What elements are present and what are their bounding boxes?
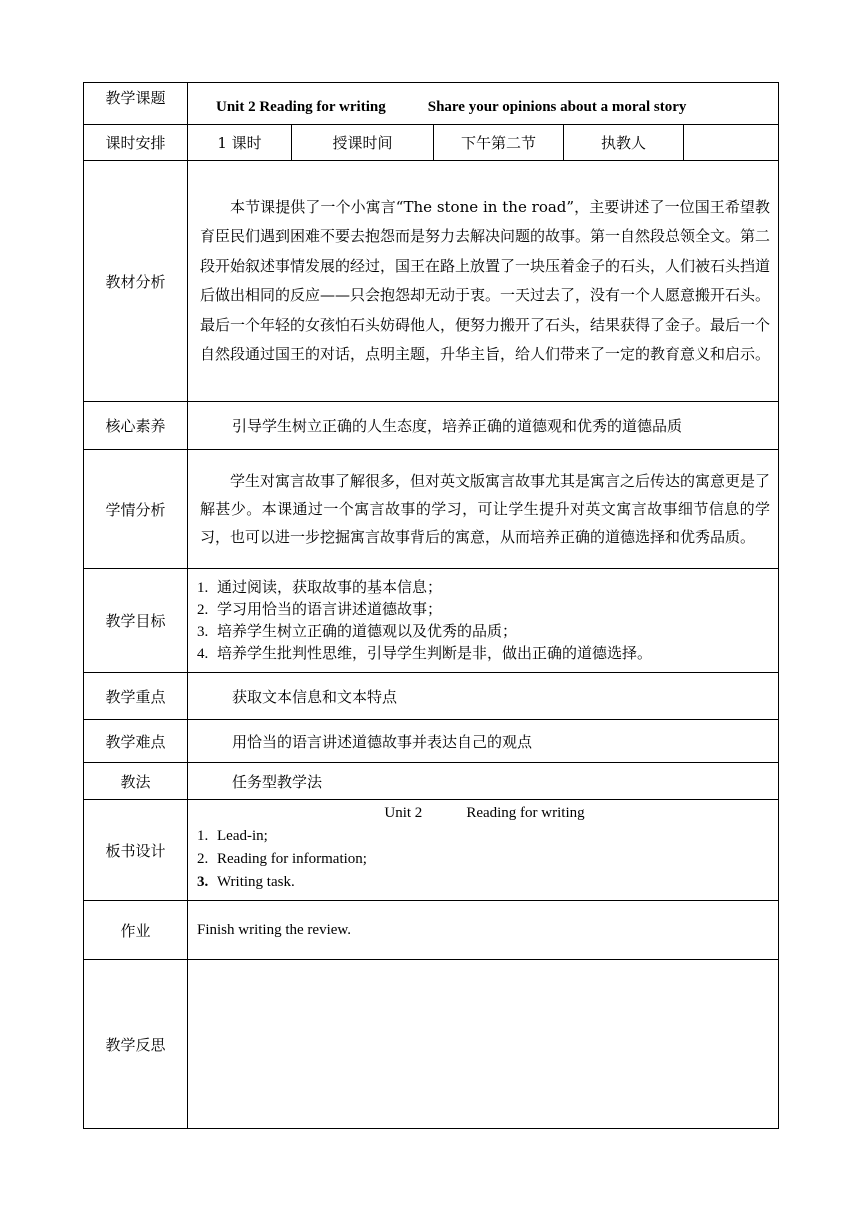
- student-text: 学生对寓言故事了解很多，但对英文版寓言故事尤其是寓言之后传达的寓意更是了解甚少。本课通过一个寓言故事的学习，可让学生提升对英文寓言故事细节信息的学习，也可以进一步挖掘寓言故事背后的寓意，从而培养正确的道德选择和优秀品质。: [188, 450, 779, 569]
- board-design: [188, 800, 779, 901]
- lesson-plan-table: [83, 82, 779, 1129]
- core-label: 核心素养: [84, 402, 188, 450]
- goal-item: 2. 学习用恰当的语言讲述道德故事；: [197, 599, 443, 618]
- homework-row: [84, 901, 779, 960]
- method-label: 教法: [84, 763, 188, 800]
- topic-value: [188, 83, 779, 125]
- board-heading: Unit 2 Reading for writing: [384, 805, 585, 821]
- teacher-label: 执教人: [564, 125, 684, 161]
- reflection-row: [84, 960, 779, 1129]
- time-value: 下午第二节: [434, 125, 564, 161]
- board-row: [84, 800, 779, 901]
- method-text: 任务型教学法: [188, 763, 779, 800]
- difficulty-label: 教学难点: [84, 720, 188, 763]
- topic-label: 教学课题: [84, 83, 188, 125]
- topic-part1: Unit 2 Reading for writing: [216, 99, 386, 115]
- homework-text: Finish writing the review.: [188, 901, 779, 960]
- board-item: 2. Reading for information;: [197, 851, 367, 867]
- student-row: [84, 450, 779, 569]
- goal-item: 3. 培养学生树立正确的道德观以及优秀的品质；: [197, 621, 518, 640]
- reflection-text: [188, 960, 779, 1129]
- goals-row: [84, 569, 779, 673]
- time-label: 授课时间: [292, 125, 434, 161]
- difficulty-text: 用恰当的语言讲述道德故事并表达自己的观点: [188, 720, 779, 763]
- board-item: 1. Lead-in;: [197, 828, 268, 844]
- goals-label: 教学目标: [84, 569, 188, 673]
- key-text: 获取文本信息和文本特点: [188, 673, 779, 720]
- core-row: [84, 402, 779, 450]
- schedule-value: 1 课时: [188, 125, 292, 161]
- goals-list: [188, 569, 779, 673]
- schedule-label: 课时安排: [84, 125, 188, 161]
- topic-part2: Share your opinions about a moral story: [427, 99, 687, 115]
- core-text: 引导学生树立正确的人生态度，培养正确的道德观和优秀的道德品质: [188, 402, 779, 450]
- material-label: 教材分析: [84, 161, 188, 402]
- schedule-row: [84, 125, 779, 161]
- reflection-label: 教学反思: [84, 960, 188, 1129]
- topic-row: [84, 83, 779, 125]
- material-row: [84, 161, 779, 402]
- teacher-value: [684, 125, 779, 161]
- method-row: [84, 763, 779, 800]
- key-label: 教学重点: [84, 673, 188, 720]
- goal-item: 4. 培养学生批判性思维，引导学生判断是非，做出正确的道德选择。: [197, 643, 653, 662]
- key-row: [84, 673, 779, 720]
- homework-label: 作业: [84, 901, 188, 960]
- board-item: 3. Writing task.: [197, 874, 295, 890]
- material-text: 本节课提供了一个小寓言“The stone in the road”，主要讲述了一位国王希望教育臣民们遇到困难不要去抱怨而是努力去解决问题的故事。第一自然段总领全文。第二段开始叙述事情发展的经过，国王在路上放置了一块压着金子的石头，人们被石头挡道后做出相同的反应——只会抱怨却无动于衷。一天过去了，没有一个人愿意搬开石头。最后一个年轻的女孩怕石头妨碍他人，便努力搬开了石头，结果获得了金子。最后一个自然段通过国王的对话，点明主题，升华主旨，给人们带来了一定的教育意义和启示。: [188, 161, 779, 402]
- student-label: 学情分析: [84, 450, 188, 569]
- difficulty-row: [84, 720, 779, 763]
- goal-item: 1. 通过阅读，获取故事的基本信息；: [197, 577, 443, 596]
- board-label: 板书设计: [84, 800, 188, 901]
